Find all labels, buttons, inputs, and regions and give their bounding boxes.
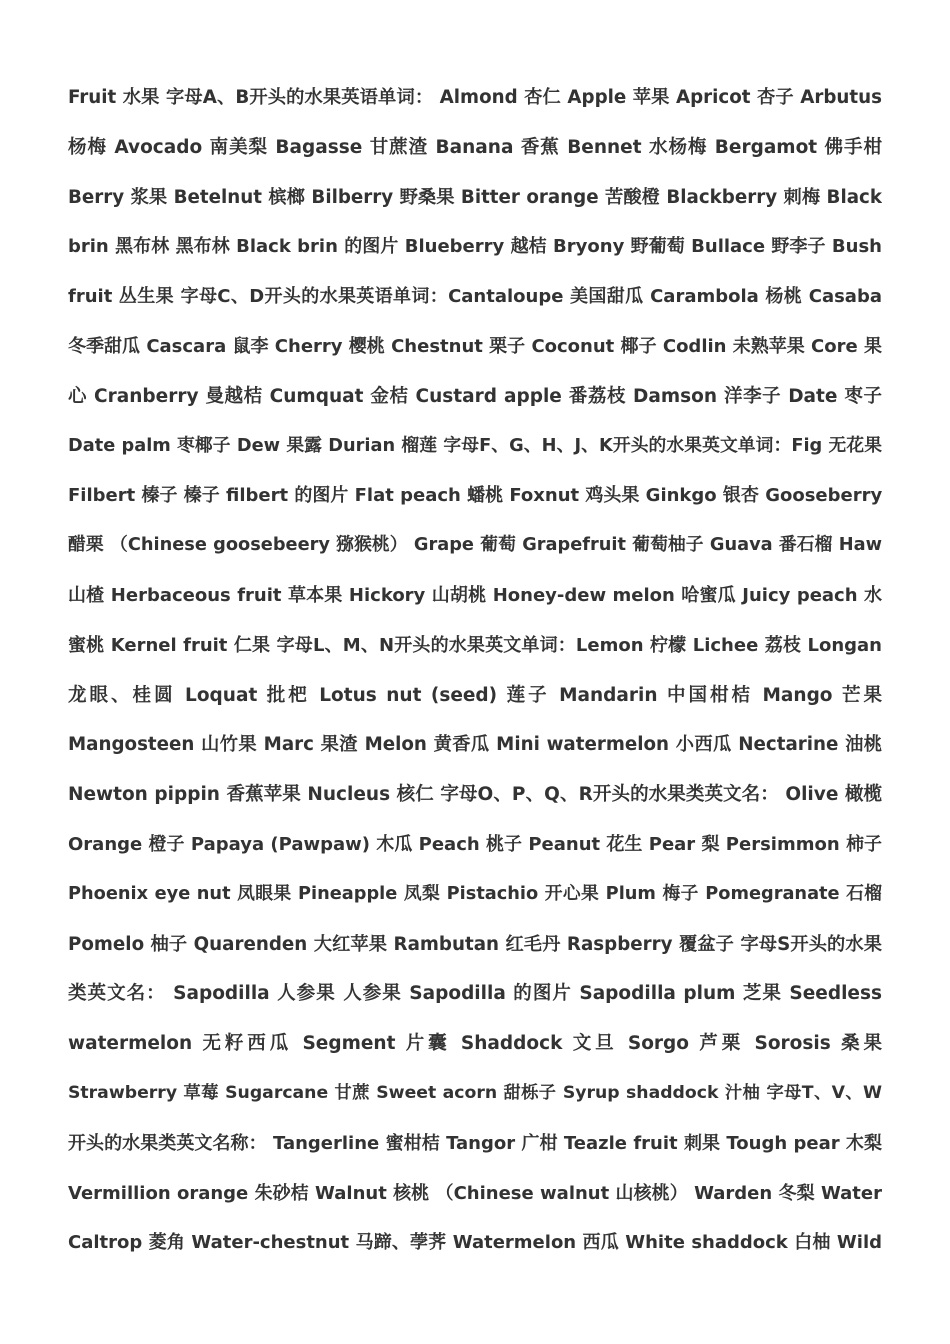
text-line: fruit 丛生果 字母C、D开头的水果英语单词：Cantaloupe 美国甜瓜 Carambola 杨桃 Casaba	[68, 286, 882, 308]
text-line: Fruit 水果 字母A、B开头的水果英语单词： Almond 杏仁 Apple 苹果 Apricot 杏子 Arbutus	[68, 87, 882, 108]
text-line: watermelon 无籽西瓜 Segment 片囊 Shaddock 文旦 Sorgo 芦栗 Sorosis 桑果	[68, 1033, 882, 1055]
text-line: 蜜桃 Kernel fruit 仁果 字母L、M、N开头的水果英文单词：Lemon 柠檬 Lichee 荔枝 Longan	[68, 634, 882, 656]
text-line: 心 Cranberry 曼越桔 Cumquat 金桔 Custard apple 番荔枝 Damson 洋李子 Date 枣子	[68, 385, 882, 407]
text-line: Caltrop 菱角 Water-chestnut 马蹄、荸荠 Watermelon 西瓜 White shaddock 白柚 Wild	[68, 1232, 882, 1254]
document-page	[68, 73, 882, 1268]
text-line: Strawberry 草莓 Sugarcane 甘蔗 Sweet acorn 甜栎子 Syrup shaddock 汁柚 字母T、V、W	[68, 1082, 882, 1103]
text-line: Mangosteen 山竹果 Marc 果渣 Melon 黄香瓜 Mini watermelon 小西瓜 Nectarine 油桃	[68, 734, 882, 756]
text-line: 类英文名： Sapodilla 人参果 人参果 Sapodilla 的图片 Sapodilla plum 芝果 Seedless	[68, 983, 882, 1005]
text-line: brin 黑布林 黑布林 Black brin 的图片 Blueberry 越桔 Bryony 野葡萄 Bullace 野李子 Bush	[68, 236, 882, 258]
text-line: Orange 橙子 Papaya (Pawpaw) 木瓜 Peach 桃子 Peanut 花生 Pear 梨 Persimmon 柿子	[68, 833, 882, 855]
text-line: 杨梅 Avocado 南美梨 Bagasse 甘蔗渣 Banana 香蕉 Bennet 水杨梅 Bergamot 佛手柑	[68, 136, 882, 158]
text-line: Phoenix eye nut 凤眼果 Pineapple 凤梨 Pistachio 开心果 Plum 梅子 Pomegranate 石榴	[68, 883, 882, 904]
text-line: Berry 浆果 Betelnut 槟榔 Bilberry 野桑果 Bitter orange 苦酸橙 Blackberry 刺梅 Black	[68, 186, 882, 208]
text-line: 冬季甜瓜 Cascara 鼠李 Cherry 樱桃 Chestnut 栗子 Coconut 椰子 Codlin 未熟苹果 Core 果	[68, 335, 882, 357]
text-line: 开头的水果类英文名称： Tangerline 蜜柑桔 Tangor 广柑 Teazle fruit 刺果 Tough pear 木梨	[68, 1132, 882, 1154]
text-line: Filbert 榛子 榛子 filbert 的图片 Flat peach 蟠桃 Foxnut 鸡头果 Ginkgo 银杏 Gooseberry	[68, 485, 882, 507]
text-line: 龙眼、桂圆 Loquat 批杷 Lotus nut (seed) 莲子 Mandarin 中国柑桔 Mango 芒果	[68, 684, 882, 706]
text-line: Pomelo 柚子 Quarenden 大红苹果 Rambutan 红毛丹 Raspberry 覆盆子 字母S开头的水果	[68, 933, 882, 955]
text-line: 山楂 Herbaceous fruit 草本果 Hickory 山胡桃 Honey-dew melon 哈蜜瓜 Juicy peach 水	[68, 584, 882, 606]
text-line: 醋栗 （Chinese goosebeery 猕猴桃） Grape 葡萄 Grapefruit 葡萄柚子 Guava 番石榴 Haw	[68, 535, 882, 556]
text-line: Newton pippin 香蕉苹果 Nucleus 核仁 字母O、P、Q、R开头的水果类英文名： Olive 橄榄	[68, 784, 882, 806]
text-line: Date palm 枣椰子 Dew 果露 Durian 榴莲 字母F、G、H、J、K开头的水果英文单词：Fig 无花果	[68, 435, 882, 456]
text-line: Vermillion orange 朱砂桔 Walnut 核桃 （Chinese walnut 山核桃） Warden 冬梨 Water	[68, 1182, 882, 1204]
